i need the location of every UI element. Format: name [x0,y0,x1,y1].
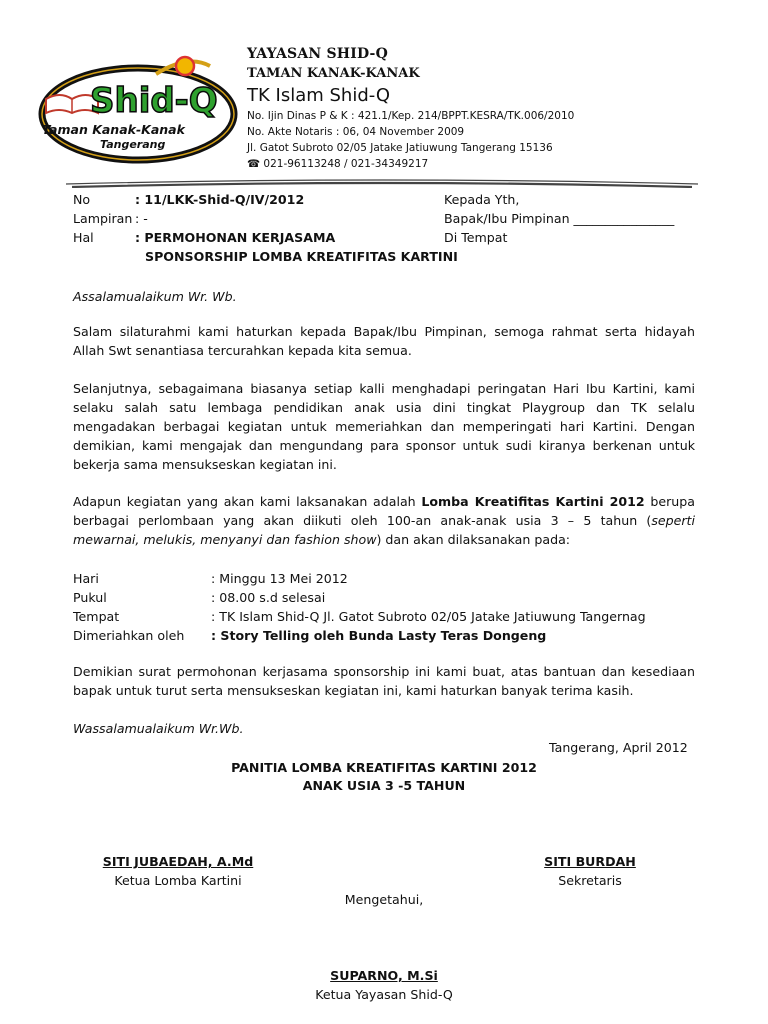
hal-value-2: SPONSORSHIP LOMBA KREATIFITAS KARTINI [145,249,458,264]
signatory-1-role: Ketua Lomba Kartini [114,873,242,888]
lampiran-label: Lampiran [73,211,133,226]
recipient-line-3: Di Tempat [444,230,508,245]
schedule-value-tempat: : TK Islam Shid-Q Jl. Gatot Subroto 02/05 Jatake Jatiuwung Tangernag [211,609,646,624]
hal-label: Hal [73,230,94,245]
event-activities: seperti mewarnai, melukis, menyanyi dan fashion show [73,513,695,547]
letterhead-divider [66,176,698,188]
logo-subtitle-1: Taman Kanak-Kanak [42,122,185,137]
recipient-line-1: Kepada Yth, [444,192,520,207]
logo-graphic [38,52,238,167]
school-logo [38,52,238,167]
permit-number: No. Ijin Dinas P & K : 421.1/Kep. 214/BPPT.KESRA/TK.006/2010 [247,110,575,122]
logo-wordmark: Shid-Q [90,81,218,121]
school-phone: ☎ 021-96113248 / 021-34349217 [247,158,429,170]
closing-salutation: Wassalamualaikum Wr.Wb. [73,721,244,736]
committee-title: PANITIA LOMBA KREATIFITAS KARTINI 2012 [231,760,537,775]
logo-subtitle-2: Tangerang [100,138,166,151]
hal-value-1: : PERMOHONAN KERJASAMA [135,230,336,245]
lampiran-value: : - [135,211,148,226]
signatory-3-role: Ketua Yayasan Shid-Q [315,987,453,1002]
schedule-value-hari: : Minggu 13 Mei 2012 [211,571,348,586]
foundation-name: YAYASAN SHID-Q [247,46,388,62]
phone-icon: ☎ [247,158,264,170]
paragraph-1: Salam silaturahmi kami haturkan kepada Bapak/Ibu Pimpinan, semoga rahmat serta hidayah Allah Swt senantiasa tercurahkan kepada kita semua. [73,324,695,358]
event-name: Lomba Kreatifitas Kartini 2012 [421,494,645,509]
paragraph-3: Adapun kegiatan yang akan kami laksanakan adalah Lomba Kreatifitas Kartini 2012 berupa berbagai perlombaan yang akan diikuti oleh 100-an anak-anak usia 3 – 5 tahun (seperti mewarnai, melukis, menyanyi dan fashion show) dan akan dilaksanakan pada: [73,494,695,547]
school-address: Jl. Gatot Subroto 02/05 Jatake Jatiuwung Tangerang 15136 [247,142,553,154]
acknowledged-label: Mengetahui, [344,892,424,907]
schedule-label-pukul: Pukul [73,590,107,605]
kindergarten-label: TAMAN KANAK-KANAK [247,66,420,81]
paragraph-4: Demikian surat permohonan kerjasama sponsorship ini kami buat, atas bantuan dan kesediaan bapak untuk turut serta mensukseskan kegiatan ini, kami haturkan banyak terima kasih. [73,664,695,698]
committee-subtitle: ANAK USIA 3 -5 TAHUN [302,778,466,793]
schedule-value-pukul: : 08.00 s.d selesai [211,590,326,605]
no-label: No [73,192,91,207]
signatory-3-name: SUPARNO, M.Si [330,968,438,983]
schedule-label-tempat: Tempat [73,609,120,624]
notary-deed: No. Akte Notaris : 06, 04 November 2009 [247,126,465,138]
paragraph-2: Selanjutnya, sebagaimana biasanya setiap kalli menghadapi peringatan Hari Ibu Kartini, kami selaku salah satu lembaga pendidikan anak usia dini tingkat Playgroup dan TK selalu mengadakan berbagai kegiatan untuk memeriahkan dan memperingati hari Kartini. Dengan demikian, kami mengajak dan mengundang para sponsor untuk sudi kiranya berkenan untuk bekerja sama mensukseskan kegiatan ini. [73,381,695,472]
school-name: TK Islam Shid-Q [247,85,391,106]
schedule-value-dimeriahkan: : Story Telling oleh Bunda Lasty Teras Dongeng [211,628,547,643]
no-value: : 11/LKK-Shid-Q/IV/2012 [135,192,305,207]
place-date: Tangerang, April 2012 [549,740,688,755]
signatory-1-name: SITI JUBAEDAH, A.Md [102,854,254,869]
schedule-label-dimeriahkan: Dimeriahkan oleh [73,628,185,643]
schedule-label-hari: Hari [73,571,99,586]
greeting: Assalamualaikum Wr. Wb. [73,289,237,304]
recipient-line-2: Bapak/Ibu Pimpinan ________________ [444,211,675,226]
signatory-2-role: Sekretaris [558,873,622,888]
signatory-2-name: SITI BURDAH [544,854,636,869]
